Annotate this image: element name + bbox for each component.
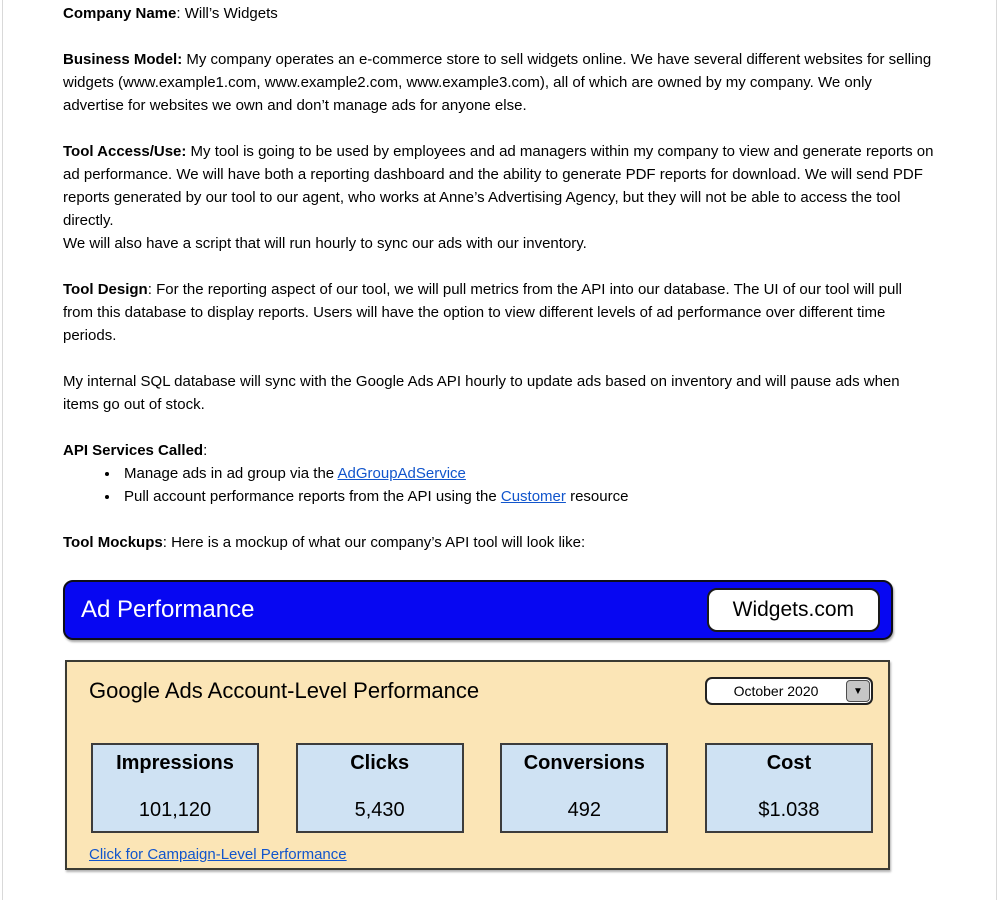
tool-design-label: Tool Design [63,281,148,298]
metric-card-impressions [91,743,259,833]
metric-value: $1.038 [758,799,820,821]
company-name-value: : Will’s Widgets [176,5,278,22]
document-page [2,0,997,900]
adgroupadservice-link[interactable]: AdGroupAdService [337,465,466,482]
metric-value: 101,120 [138,799,212,821]
customer-resource-link[interactable]: Customer [500,488,566,505]
panel-header-row [89,677,873,705]
campaign-level-link[interactable]: Click for Campaign-Level Performance [89,846,347,863]
bullet-text: Pull account performance reports from the API using the [124,488,501,505]
tool-access-label: Tool Access/Use: [63,143,187,160]
paragraph-tool-access [63,140,936,255]
list-item [120,462,936,485]
tool-mockups-text: : Here is a mockup of what our company’s API tool will look like: [162,534,586,551]
metric-card-cost [705,743,873,833]
metric-value: 492 [567,799,601,821]
chevron-down-icon[interactable]: ▼ [846,680,870,702]
bullet-text: Manage ads in ad group via the [124,465,338,482]
tool-access-text-line2: We will also have a script that will run hourly to sync our ads with our inventory. [63,235,587,252]
metric-card-clicks [296,743,464,833]
metric-label: Conversions [523,752,645,774]
list-item [120,485,936,508]
tool-access-text: My tool is going to be used by employees and ad managers within my company to view and generate reports on ad performance. We will have both a reporting dashboard and the ability to generate PDF reports for download. We will send PDF reports generated by our tool to our agent, who works at Anne’s Advertising Agency, but they will not be able to access the tool directly. [63,143,934,229]
mockup-page-title: Ad Performance [81,596,255,623]
metric-cards-row [89,743,873,833]
account-performance-panel [65,660,890,870]
paragraph-sql-note [63,370,936,416]
metric-value: 5,430 [354,799,405,821]
paragraph-tool-mockups [63,531,936,554]
metric-label: Clicks [350,752,410,774]
panel-title: Google Ads Account-Level Performance [89,678,480,703]
paragraph-tool-design [63,278,936,347]
business-model-label: Business Model: [63,51,183,68]
paragraph-api-services [63,439,936,462]
bullet-text: resource [565,488,629,505]
mockup-header-bar [63,580,893,640]
api-services-list [63,462,936,508]
business-model-text: My company operates an e-commerce store to sell widgets online. We have several different websites for selling widgets (www.example1.com, www.example2.com, www.example3.com), all of which are owned by my company. We only advertise for websites we own and don’t manage ads for anyone else. [63,51,932,114]
metric-label: Cost [766,752,812,774]
tool-mockups-label: Tool Mockups [63,534,163,551]
tool-design-text: : For the reporting aspect of our tool, we will pull metrics from the API into our database. The UI of our tool will pull from this database to display reports. Users will have the option to view different levels of ad performance over different time periods. [63,281,902,344]
paragraph-company-name [63,2,936,25]
month-dropdown-value: October 2020 [733,683,819,699]
widgets-site-button[interactable]: Widgets.com [707,588,880,632]
metric-label: Impressions [116,752,234,774]
sql-note-text: My internal SQL database will sync with the Google Ads API hourly to update ads based on inventory and will pause ads when items go out of stock. [63,373,900,413]
month-dropdown[interactable] [705,677,873,705]
metric-card-conversions [500,743,668,833]
company-name-label: Company Name [63,5,177,22]
document-content [3,0,996,870]
api-services-colon: : [203,442,208,459]
api-services-label: API Services Called [63,442,204,459]
paragraph-business-model [63,48,936,117]
